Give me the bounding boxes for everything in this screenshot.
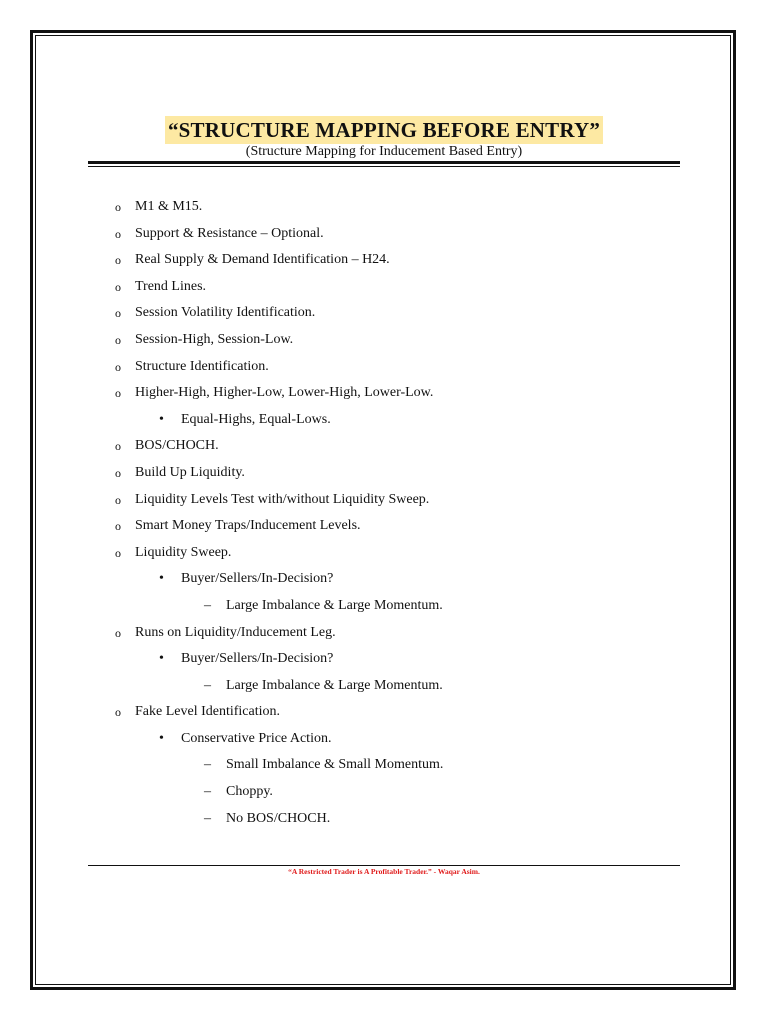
list-item-text: Conservative Price Action. bbox=[181, 730, 332, 746]
dash-bullet-icon: – bbox=[204, 784, 211, 800]
dot-bullet-icon: • bbox=[159, 651, 164, 667]
list-item bbox=[0, 407, 768, 434]
circle-bullet-icon: o bbox=[115, 253, 121, 268]
list-item bbox=[0, 673, 768, 700]
document-title: “STRUCTURE MAPPING BEFORE ENTRY” bbox=[165, 116, 603, 144]
list-item bbox=[0, 620, 768, 647]
dash-bullet-icon: – bbox=[204, 677, 211, 693]
document-subtitle: (Structure Mapping for Inducement Based Entry) bbox=[245, 144, 523, 159]
list-item bbox=[0, 699, 768, 726]
list-item-text: Large Imbalance & Large Momentum. bbox=[226, 677, 443, 693]
list-item-text: Small Imbalance & Small Momentum. bbox=[226, 757, 444, 773]
circle-bullet-icon: o bbox=[115, 439, 121, 454]
list-item bbox=[0, 380, 768, 407]
checklist bbox=[0, 194, 768, 832]
list-item-text: Session-High, Session-Low. bbox=[135, 331, 294, 347]
list-item-text: No BOS/CHOCH. bbox=[226, 810, 331, 826]
circle-bullet-icon: o bbox=[115, 279, 121, 294]
list-item-text: Choppy. bbox=[226, 784, 273, 800]
title-divider-thick bbox=[88, 161, 680, 164]
list-item bbox=[0, 460, 768, 487]
list-item-text: Smart Money Traps/Inducement Levels. bbox=[135, 518, 361, 534]
dash-bullet-icon: – bbox=[204, 597, 211, 613]
circle-bullet-icon: o bbox=[115, 465, 121, 480]
list-item-text: M1 & M15. bbox=[135, 199, 203, 214]
circle-bullet-icon: o bbox=[115, 306, 121, 321]
list-item-text: Liquidity Levels Test with/without Liquidity Sweep. bbox=[135, 491, 430, 507]
list-item-text: Buyer/Sellers/In-Decision? bbox=[181, 571, 334, 587]
list-item bbox=[0, 221, 768, 248]
list-item-text: Trend Lines. bbox=[135, 278, 207, 294]
list-item-text: Fake Level Identification. bbox=[135, 704, 280, 720]
list-item bbox=[0, 327, 768, 354]
title-divider-thin bbox=[88, 166, 680, 167]
list-item-text: Structure Identification. bbox=[135, 358, 269, 374]
list-item bbox=[0, 513, 768, 540]
list-item bbox=[0, 779, 768, 806]
circle-bullet-icon: o bbox=[115, 200, 121, 214]
title-container bbox=[88, 116, 680, 144]
circle-bullet-icon: o bbox=[115, 625, 121, 640]
circle-bullet-icon: o bbox=[115, 705, 121, 720]
list-item-text: Large Imbalance & Large Momentum. bbox=[226, 597, 443, 613]
dot-bullet-icon: • bbox=[159, 571, 164, 587]
list-item-text: Support & Resistance – Optional. bbox=[135, 225, 324, 241]
list-item-text: Liquidity Sweep. bbox=[135, 544, 232, 560]
list-item bbox=[0, 247, 768, 274]
circle-bullet-icon: o bbox=[115, 359, 121, 374]
list-item bbox=[0, 433, 768, 460]
list-item-text: Real Supply & Demand Identification – H24. bbox=[135, 252, 390, 268]
dash-bullet-icon: – bbox=[204, 810, 211, 826]
list-item bbox=[0, 752, 768, 779]
circle-bullet-icon: o bbox=[115, 332, 121, 347]
list-item-text: Session Volatility Identification. bbox=[135, 305, 316, 321]
dot-bullet-icon: • bbox=[159, 730, 164, 746]
list-item bbox=[0, 593, 768, 620]
list-item-text: BOS/CHOCH. bbox=[135, 438, 219, 454]
list-item bbox=[0, 806, 768, 833]
footer-quote: “A Restricted Trader is A Profitable Trader.” - Waqar Asim. bbox=[288, 867, 480, 876]
list-item-text: Build Up Liquidity. bbox=[135, 464, 245, 480]
circle-bullet-icon: o bbox=[115, 545, 121, 560]
list-item bbox=[0, 726, 768, 753]
dash-bullet-icon: – bbox=[204, 757, 211, 773]
list-item bbox=[0, 487, 768, 514]
circle-bullet-icon: o bbox=[115, 386, 121, 401]
circle-bullet-icon: o bbox=[115, 226, 121, 241]
circle-bullet-icon: o bbox=[115, 492, 121, 507]
list-item bbox=[0, 566, 768, 593]
list-item bbox=[0, 540, 768, 567]
circle-bullet-icon: o bbox=[115, 519, 121, 534]
list-item-text: Runs on Liquidity/Inducement Leg. bbox=[135, 624, 336, 640]
list-item bbox=[0, 646, 768, 673]
list-item bbox=[0, 274, 768, 301]
list-item bbox=[0, 354, 768, 381]
list-item-text: Equal-Highs, Equal-Lows. bbox=[181, 411, 331, 427]
list-item-text: Buyer/Sellers/In-Decision? bbox=[181, 651, 334, 667]
list-item bbox=[0, 300, 768, 327]
list-item bbox=[0, 194, 768, 221]
dot-bullet-icon: • bbox=[159, 411, 164, 427]
list-item-text: Higher-High, Higher-Low, Lower-High, Lower-Low. bbox=[135, 385, 434, 401]
